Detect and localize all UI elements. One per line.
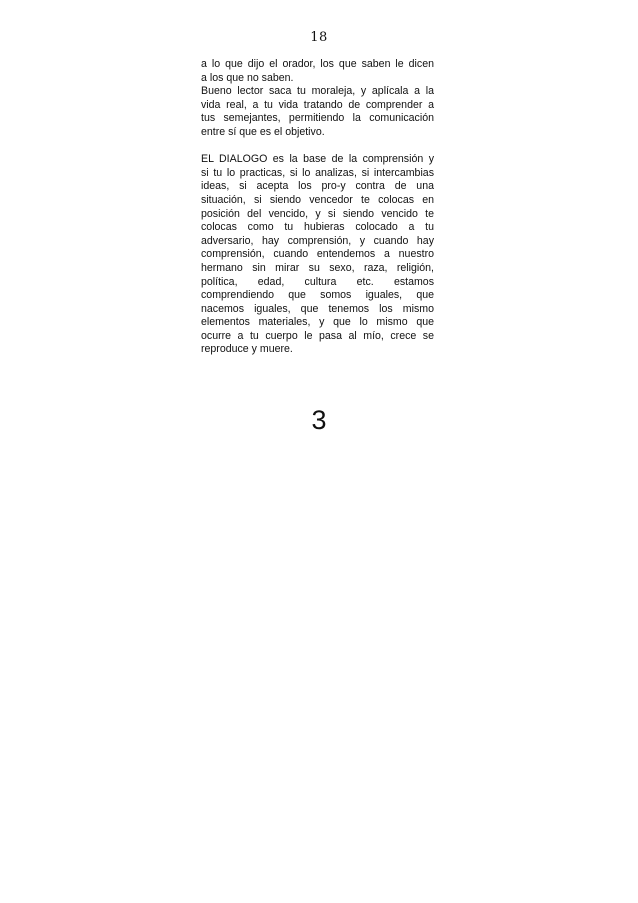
paragraph-2-line: Bueno lector saca tu moraleja, y aplícala a la bbox=[201, 85, 434, 98]
paragraph-gap bbox=[201, 140, 434, 154]
paragraph-2-line: entre sí que es el objetivo. bbox=[201, 125, 325, 138]
paragraph-3-line: colocas como tu hubieras colocado a tu bbox=[201, 221, 434, 234]
paragraph-3-line: hermano sin mirar su sexo, raza, religión, bbox=[201, 261, 434, 274]
paragraph-3-line: comprensión, cuando entendemos a nuestro bbox=[201, 248, 434, 261]
section-number: 3 bbox=[311, 405, 327, 435]
paragraph-2-line: tus semejantes, permitiendo la comunicación bbox=[201, 112, 434, 125]
paragraph-3-line: política, edad, cultura etc. estamos bbox=[201, 275, 434, 288]
paragraph-3-line: posición del vencido, y si siendo vencido te bbox=[201, 207, 434, 220]
paragraph-3-line: ideas, si acepta los pro-y contra de una bbox=[201, 180, 434, 193]
paragraph-3-line: elementos materiales, y que lo mismo que bbox=[201, 316, 434, 329]
paragraph-3-line: reproduce y muere. bbox=[201, 343, 293, 356]
paragraph-1-line: a los que no saben. bbox=[201, 71, 294, 84]
page-number: 18 bbox=[310, 30, 328, 45]
paragraph-3-line: situación, si siendo vencedor te colocas en bbox=[201, 193, 434, 206]
paragraph-3-line: comprendiendo que somos iguales, que bbox=[201, 289, 434, 302]
body-text bbox=[201, 58, 434, 357]
paragraph-3-line: nacemos iguales, que tenemos los mismo bbox=[201, 302, 434, 315]
paragraph-3-line: si tu lo practicas, si lo analizas, si intercambias bbox=[201, 166, 434, 179]
paragraph-1-line: a lo que dijo el orador, los que saben le dicen bbox=[201, 58, 434, 70]
paragraph-3-line: EL DIALOGO es la base de la comprensión y bbox=[201, 153, 434, 166]
paragraph-3-line: ocurre a tu cuerpo le pasa al mío, crece se bbox=[201, 329, 434, 342]
paragraph-3-line: adversario, hay comprensión, y cuando hay bbox=[201, 234, 434, 247]
paragraph-2-line: vida real, a tu vida tratando de comprender a bbox=[201, 98, 434, 111]
